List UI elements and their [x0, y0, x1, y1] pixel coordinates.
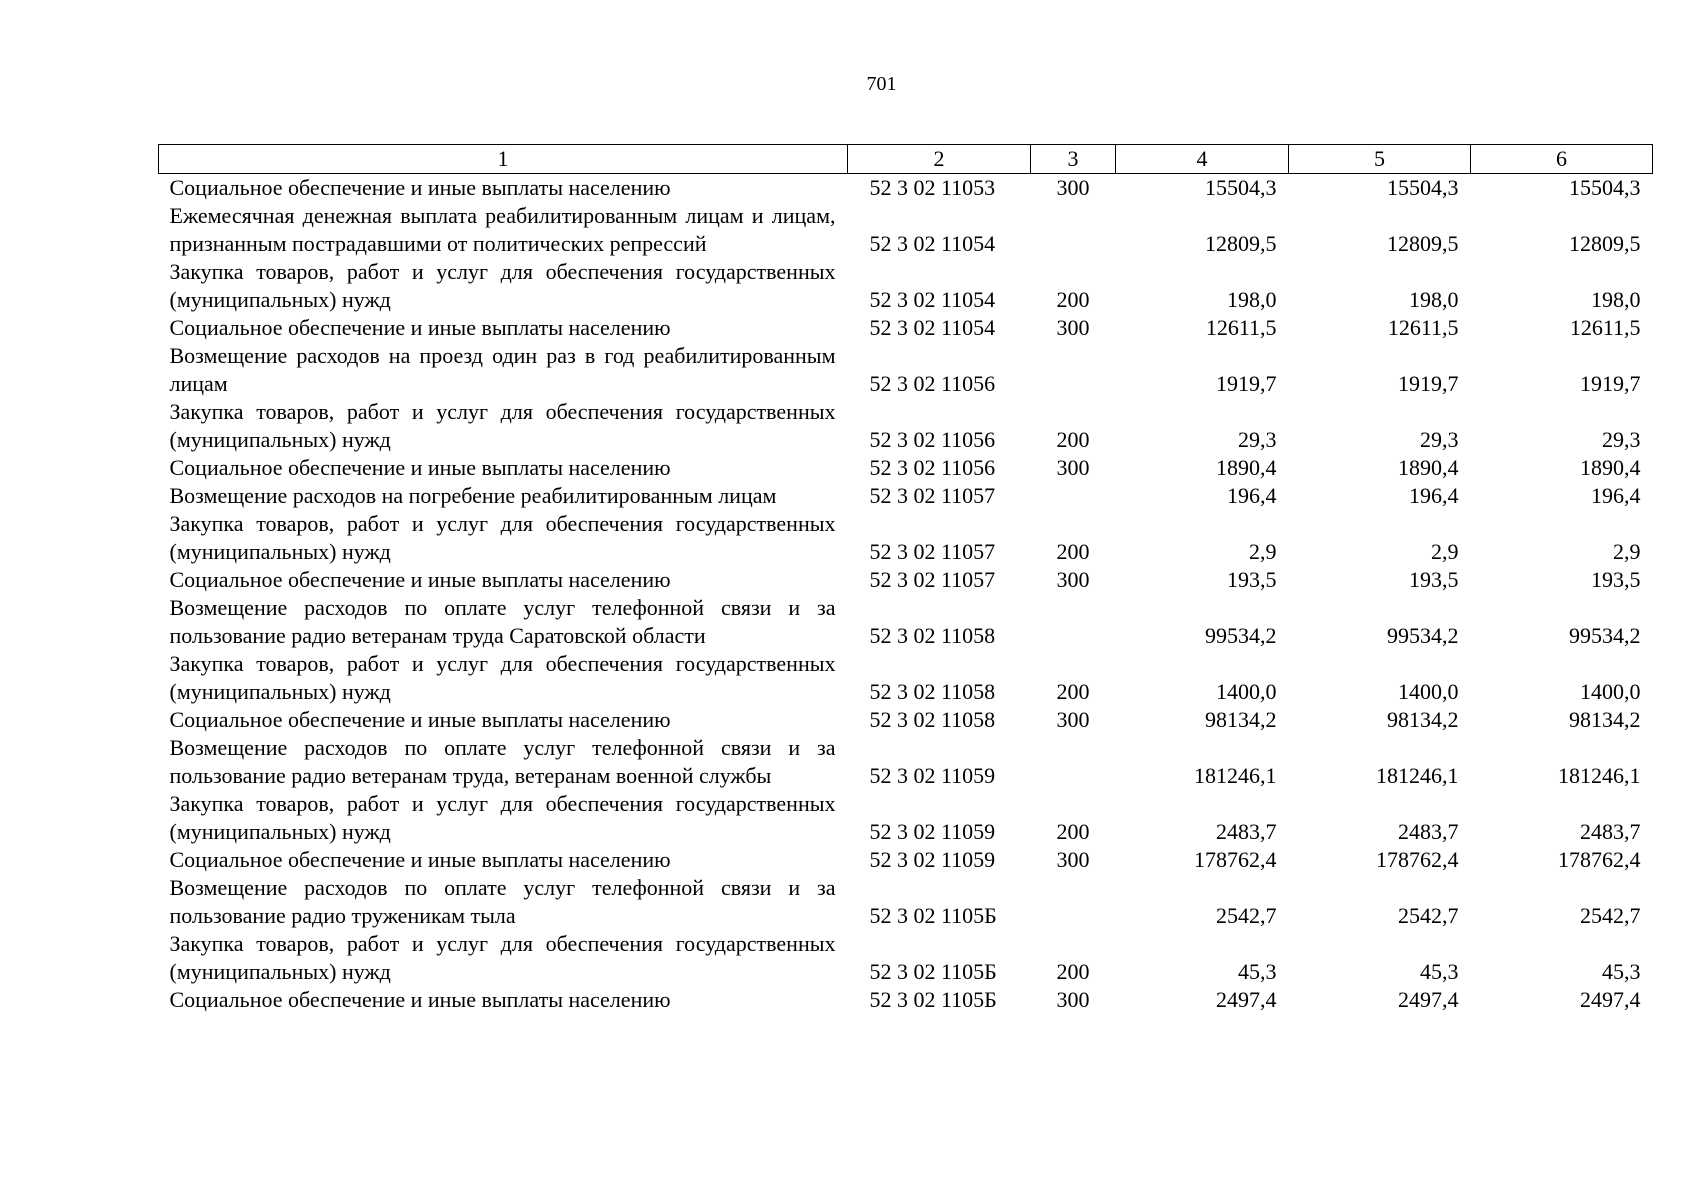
row-value-col6: 181246,1 — [1558, 763, 1641, 788]
header-col-3: 3 — [1031, 145, 1116, 174]
table-row — [159, 510, 1653, 566]
row-value-col6: 15504,3 — [1569, 175, 1641, 200]
table-row — [159, 790, 1653, 846]
row-value-col4: 198,0 — [1227, 287, 1277, 312]
row-value-col5: 2,9 — [1431, 539, 1459, 564]
row-value-col5: 2497,4 — [1398, 987, 1459, 1012]
row-value-col4: 1919,7 — [1216, 371, 1277, 396]
row-value-col6: 99534,2 — [1569, 623, 1641, 648]
row-name: Закупка товаров, работ и услуг для обеспечения государственных (муниципальных) нужд — [169, 399, 836, 452]
table-row — [159, 986, 1653, 1014]
row-value-col4: 1890,4 — [1216, 455, 1277, 480]
row-name: Возмещение расходов по оплате услуг телефонной связи и за пользование радио ветеранам труда Саратовской области — [169, 595, 836, 648]
header-col-4: 4 — [1116, 145, 1289, 174]
row-value-col5: 45,3 — [1420, 959, 1459, 984]
row-name: Социальное обеспечение и иные выплаты населению — [169, 455, 671, 480]
row-name: Возмещение расходов на проезд один раз в год реабилитированным лицам — [169, 343, 836, 396]
row-value-col4: 12809,5 — [1205, 231, 1277, 256]
row-value-col6: 98134,2 — [1569, 707, 1641, 732]
row-value-col4: 1400,0 — [1216, 679, 1277, 704]
table-row — [159, 258, 1653, 314]
row-value-col4: 2483,7 — [1216, 819, 1277, 844]
row-expense-type: 300 — [1056, 987, 1090, 1012]
row-value-col6: 2,9 — [1613, 539, 1641, 564]
row-code: 52 3 02 11056 — [869, 427, 996, 452]
row-name: Возмещение расходов на погребение реабилитированным лицам — [169, 483, 777, 508]
row-name: Закупка товаров, работ и услуг для обеспечения государственных (муниципальных) нужд — [169, 791, 836, 844]
row-name: Социальное обеспечение и иные выплаты населению — [169, 315, 671, 340]
table-row — [159, 930, 1653, 986]
table-row — [159, 202, 1653, 258]
table-row — [159, 342, 1653, 398]
row-expense-type — [1031, 482, 1116, 510]
row-value-col6: 1890,4 — [1580, 455, 1641, 480]
table-row — [159, 846, 1653, 874]
row-name: Социальное обеспечение и иные выплаты населению — [169, 847, 671, 872]
row-expense-type: 200 — [1056, 819, 1090, 844]
row-expense-type: 200 — [1056, 679, 1090, 704]
row-value-col5: 15504,3 — [1387, 175, 1459, 200]
row-expense-type: 300 — [1056, 175, 1090, 200]
row-value-col5: 99534,2 — [1387, 623, 1459, 648]
table-row — [159, 734, 1653, 790]
row-code: 52 3 02 11059 — [869, 763, 996, 788]
row-value-col5: 181246,1 — [1376, 763, 1459, 788]
row-code: 52 3 02 11057 — [869, 567, 996, 592]
row-code: 52 3 02 11058 — [869, 623, 996, 648]
row-name: Социальное обеспечение и иные выплаты населению — [169, 175, 671, 200]
row-expense-type — [1031, 202, 1116, 258]
row-expense-type: 300 — [1056, 567, 1090, 592]
row-code: 52 3 02 11057 — [869, 483, 996, 508]
row-code: 52 3 02 11056 — [869, 371, 996, 396]
table-row — [159, 454, 1653, 482]
row-code: 52 3 02 11059 — [869, 847, 996, 872]
row-expense-type — [1031, 342, 1116, 398]
row-value-col6: 12611,5 — [1569, 315, 1641, 340]
row-name: Социальное обеспечение и иные выплаты населению — [169, 567, 671, 592]
row-value-col6: 196,4 — [1591, 483, 1641, 508]
row-value-col5: 29,3 — [1420, 427, 1459, 452]
row-value-col6: 198,0 — [1591, 287, 1641, 312]
row-value-col4: 99534,2 — [1205, 623, 1277, 648]
table-row — [159, 174, 1653, 203]
row-value-col5: 98134,2 — [1387, 707, 1459, 732]
budget-table — [158, 144, 1653, 1014]
row-value-col4: 12611,5 — [1205, 315, 1277, 340]
row-value-col5: 1400,0 — [1398, 679, 1459, 704]
row-value-col5: 178762,4 — [1376, 847, 1459, 872]
table-row — [159, 566, 1653, 594]
table-body — [159, 174, 1653, 1015]
row-value-col4: 196,4 — [1227, 483, 1277, 508]
row-expense-type: 200 — [1056, 539, 1090, 564]
row-value-col6: 12809,5 — [1569, 231, 1641, 256]
row-value-col6: 2497,4 — [1580, 987, 1641, 1012]
table-header — [159, 145, 1653, 174]
row-expense-type — [1031, 734, 1116, 790]
row-value-col4: 181246,1 — [1194, 763, 1277, 788]
row-name: Закупка товаров, работ и услуг для обеспечения государственных (муниципальных) нужд — [169, 259, 836, 312]
row-name: Возмещение расходов по оплате услуг телефонной связи и за пользование радио ветеранам труда, ветеранам военной службы — [169, 735, 836, 788]
row-expense-type: 300 — [1056, 707, 1090, 732]
row-code: 52 3 02 11058 — [869, 679, 996, 704]
row-value-col6: 29,3 — [1602, 427, 1641, 452]
row-code: 52 3 02 11054 — [869, 287, 996, 312]
row-code: 52 3 02 11056 — [869, 455, 996, 480]
row-value-col4: 2542,7 — [1216, 903, 1277, 928]
row-expense-type: 200 — [1056, 287, 1090, 312]
row-code: 52 3 02 1105Б — [869, 987, 997, 1012]
row-value-col4: 193,5 — [1227, 567, 1277, 592]
table-row — [159, 650, 1653, 706]
row-value-col6: 1919,7 — [1580, 371, 1641, 396]
row-value-col4: 45,3 — [1238, 959, 1277, 984]
row-code: 52 3 02 11054 — [869, 231, 996, 256]
row-name: Социальное обеспечение и иные выплаты населению — [169, 987, 671, 1012]
row-name: Закупка товаров, работ и услуг для обеспечения государственных (муниципальных) нужд — [169, 931, 836, 984]
row-name: Закупка товаров, работ и услуг для обеспечения государственных (муниципальных) нужд — [169, 511, 836, 564]
header-col-2: 2 — [848, 145, 1031, 174]
row-value-col5: 1890,4 — [1398, 455, 1459, 480]
row-value-col4: 2,9 — [1249, 539, 1277, 564]
row-value-col4: 178762,4 — [1194, 847, 1277, 872]
row-value-col6: 1400,0 — [1580, 679, 1641, 704]
table-row — [159, 482, 1653, 510]
row-expense-type: 300 — [1056, 315, 1090, 340]
header-col-6: 6 — [1471, 145, 1653, 174]
row-value-col6: 2483,7 — [1580, 819, 1641, 844]
row-value-col6: 178762,4 — [1558, 847, 1641, 872]
row-code: 52 3 02 11059 — [869, 819, 996, 844]
row-name: Социальное обеспечение и иные выплаты населению — [169, 707, 671, 732]
table-row — [159, 398, 1653, 454]
row-code: 52 3 02 11054 — [869, 315, 996, 340]
table-row — [159, 706, 1653, 734]
table-row — [159, 874, 1653, 930]
row-value-col6: 2542,7 — [1580, 903, 1641, 928]
row-expense-type — [1031, 594, 1116, 650]
header-row — [159, 145, 1653, 174]
row-name: Закупка товаров, работ и услуг для обеспечения государственных (муниципальных) нужд — [169, 651, 836, 704]
row-value-col5: 198,0 — [1409, 287, 1459, 312]
table-row — [159, 594, 1653, 650]
header-col-5: 5 — [1289, 145, 1471, 174]
row-value-col5: 193,5 — [1409, 567, 1459, 592]
row-code: 52 3 02 11057 — [869, 539, 996, 564]
row-value-col5: 1919,7 — [1398, 371, 1459, 396]
row-value-col5: 12809,5 — [1387, 231, 1459, 256]
row-expense-type: 200 — [1056, 959, 1090, 984]
row-value-col5: 2483,7 — [1398, 819, 1459, 844]
row-value-col4: 2497,4 — [1216, 987, 1277, 1012]
row-value-col4: 15504,3 — [1205, 175, 1277, 200]
header-col-1: 1 — [159, 145, 848, 174]
page-number: 701 — [866, 73, 897, 95]
row-value-col4: 98134,2 — [1205, 707, 1277, 732]
row-name: Возмещение расходов по оплате услуг телефонной связи и за пользование радио труженикам тыла — [169, 875, 836, 928]
row-code: 52 3 02 11058 — [869, 707, 996, 732]
row-value-col5: 196,4 — [1409, 483, 1459, 508]
row-value-col5: 2542,7 — [1398, 903, 1459, 928]
row-expense-type: 200 — [1056, 427, 1090, 452]
row-expense-type — [1031, 874, 1116, 930]
row-code: 52 3 02 1105Б — [869, 959, 997, 984]
row-value-col5: 12611,5 — [1387, 315, 1459, 340]
row-expense-type: 300 — [1056, 455, 1090, 480]
row-value-col4: 29,3 — [1238, 427, 1277, 452]
row-value-col6: 193,5 — [1591, 567, 1641, 592]
row-value-col6: 45,3 — [1602, 959, 1641, 984]
row-expense-type: 300 — [1056, 847, 1090, 872]
table-row — [159, 314, 1653, 342]
row-code: 52 3 02 11053 — [869, 175, 996, 200]
row-code: 52 3 02 1105Б — [869, 903, 997, 928]
row-name: Ежемесячная денежная выплата реабилитированным лицам и лицам, признанным пострадавшими от политических репрессий — [169, 203, 836, 256]
